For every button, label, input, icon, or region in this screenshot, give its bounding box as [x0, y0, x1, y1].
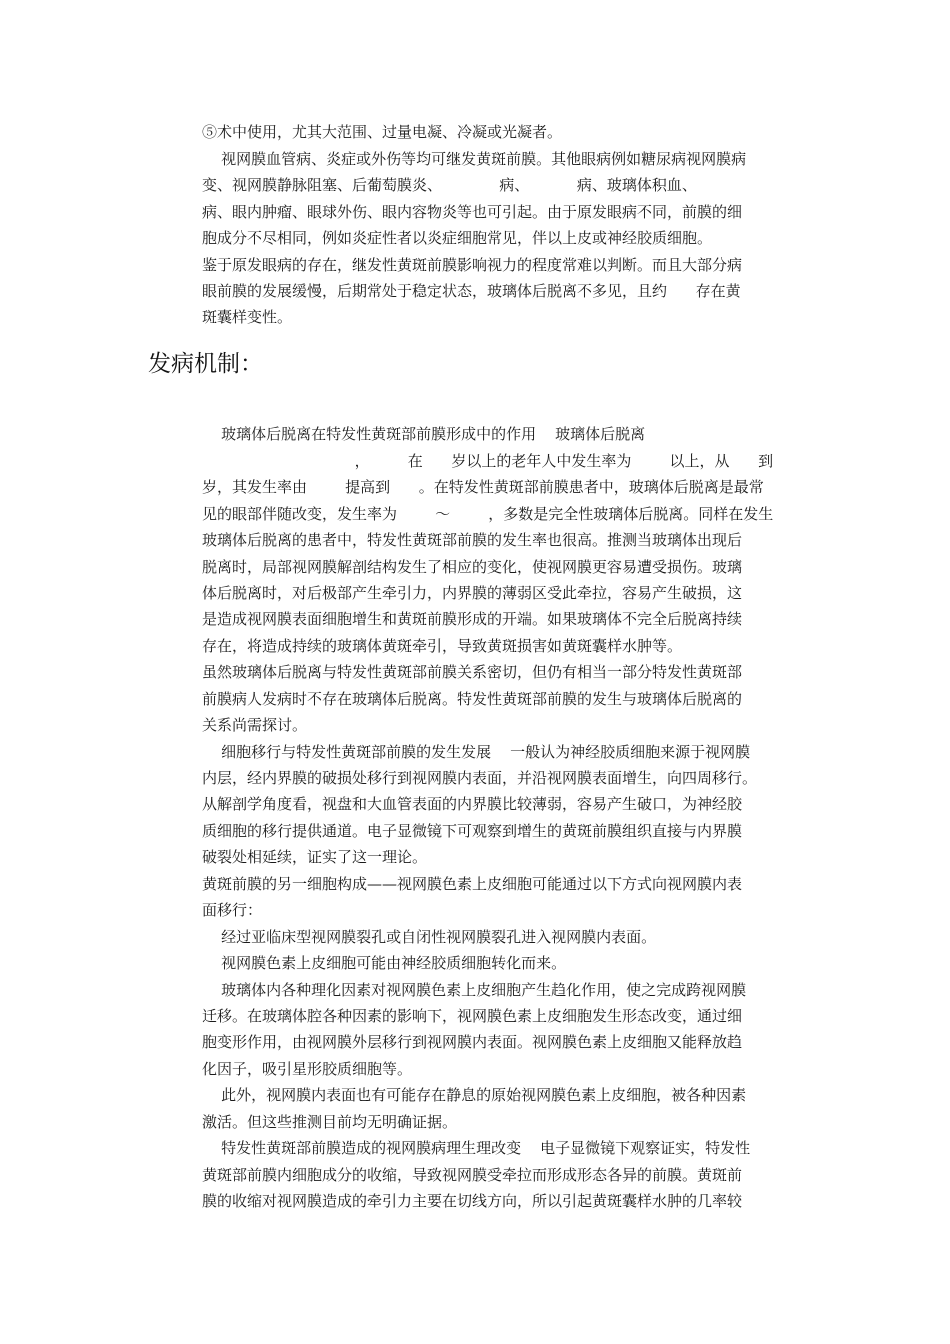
text-line: 破裂处相延续，证实了这一理论。: [202, 848, 428, 866]
text-line: 玻璃体后脱离的患者中，特发性黄斑部前膜的发生率也很高。推测当玻璃体出现后: [202, 531, 743, 549]
text-line: 玻璃体后脱离在特发性黄斑部前膜形成中的作用 玻璃体后脱离: [202, 425, 646, 443]
text-line: 胞变形作用，由视网膜外层移行到视网膜内表面。视网膜色素上皮细胞又能释放趋: [202, 1033, 743, 1051]
text-line: 见的眼部伴随改变，发生率为 ～ ，多数是完全性玻璃体后脱离。同样在发生: [202, 505, 774, 523]
text-line: 斑囊样变性。: [202, 308, 293, 326]
text-line: 质细胞的移行提供通道。电子显微镜下可观察到增生的黄斑前膜组织直接与内界膜: [202, 822, 743, 840]
text-line: 病、眼内肿瘤、眼球外伤、眼内容物炎等也可引起。由于原发眼病不同，前膜的细: [202, 203, 743, 221]
text-line: 视网膜色素上皮细胞可能由神经胶质细胞转化而来。: [202, 954, 567, 972]
text-line: 迁移。在玻璃体腔各种因素的影响下，视网膜色素上皮细胞发生形态改变，通过细: [202, 1007, 743, 1025]
text-line: 岁，其发生率由 提高到 。在特发性黄斑部前膜患者中，玻璃体后脱离是最常: [202, 478, 764, 496]
text-line: 变、视网膜静脉阻塞、后葡萄膜炎、 病、 病、玻璃体积血、: [202, 176, 697, 194]
text-line: 鉴于原发眼病的存在，继发性黄斑前膜影响视力的程度常难以判断。而且大部分病: [202, 256, 743, 274]
text-line: 此外，视网膜内表面也有可能存在静息的原始视网膜色素上皮细胞，被各种因素: [202, 1086, 747, 1104]
text-line: 激活。但这些推测目前均无明确证据。: [202, 1113, 458, 1131]
text-line: 黄斑前膜的另一细胞构成——视网膜色素上皮细胞可能通过以下方式向视网膜内表: [202, 875, 743, 893]
text-line: 膜的收缩对视网膜造成的牵引力主要在切线方向，所以引起黄斑囊样水肿的几率较: [202, 1192, 743, 1210]
text-line: 经过亚临床型视网膜裂孔或自闭性视网膜裂孔进入视网膜内表面。: [202, 928, 657, 946]
text-line: ， 在 岁以上的老年人中发生率为 以上，从 到: [202, 452, 774, 470]
text-line: 视网膜血管病、炎症或外伤等均可继发黄斑前膜。其他眼病例如糖尿病视网膜病: [202, 150, 747, 168]
text-line: 特发性黄斑部前膜造成的视网膜病理生理改变 电子显微镜下观察证实，特发性: [202, 1139, 751, 1157]
text-line: 黄斑部前膜内细胞成分的收缩，导致视网膜受牵拉而形成形态各异的前膜。黄斑前: [202, 1166, 743, 1184]
text-line: 存在，将造成持续的玻璃体黄斑牵引，导致黄斑损害如黄斑囊样水肿等。: [202, 637, 683, 655]
text-line: 脱离时，局部视网膜解剖结构发生了相应的变化，使视网膜更容易遭受损伤。玻璃: [202, 558, 743, 576]
text-line: 眼前膜的发展缓慢，后期常处于稳定状态，玻璃体后脱离不多见，且约 存在黄: [202, 282, 741, 300]
text-line: 体后脱离时，对后极部产生牵引力，内界膜的薄弱区受此牵拉，容易产生破损，这: [202, 584, 743, 602]
text-line: 化因子，吸引星形胶质细胞等。: [202, 1060, 413, 1078]
text-line: 关系尚需探讨。: [202, 716, 308, 734]
text-line: 从解剖学角度看，视盘和大血管表面的内界膜比较薄弱，容易产生破口，为神经胶: [202, 795, 743, 813]
text-line: 虽然玻璃体后脱离与特发性黄斑部前膜关系密切，但仍有相当一部分特发性黄斑部: [202, 663, 743, 681]
text-line: 细胞移行与特发性黄斑部前膜的发生发展 一般认为神经胶质细胞来源于视网膜: [202, 743, 751, 761]
section-heading: 发病机制：: [148, 351, 263, 377]
text-line: 是造成视网膜表面细胞增生和黄斑前膜形成的开端。如果玻璃体不完全后脱离持续: [202, 610, 743, 628]
text-line: 前膜病人发病时不存在玻璃体后脱离。特发性黄斑部前膜的发生与玻璃体后脱离的: [202, 690, 743, 708]
text-line: 内层，经内界膜的破损处移行到视网膜内表面，并沿视网膜表面增生，向四周移行。: [202, 769, 758, 787]
text-line: 面移行：: [202, 901, 263, 919]
text-line: 胞成分不尽相同，例如炎症性者以炎症细胞常见，伴以上皮或神经胶质细胞。: [202, 229, 713, 247]
text-line: 玻璃体内各种理化因素对视网膜色素上皮细胞产生趋化作用，使之完成跨视网膜: [202, 981, 747, 999]
text-line: ⑤术中使用，尤其大范围、过量电凝、冷凝或光凝者。: [202, 123, 563, 141]
